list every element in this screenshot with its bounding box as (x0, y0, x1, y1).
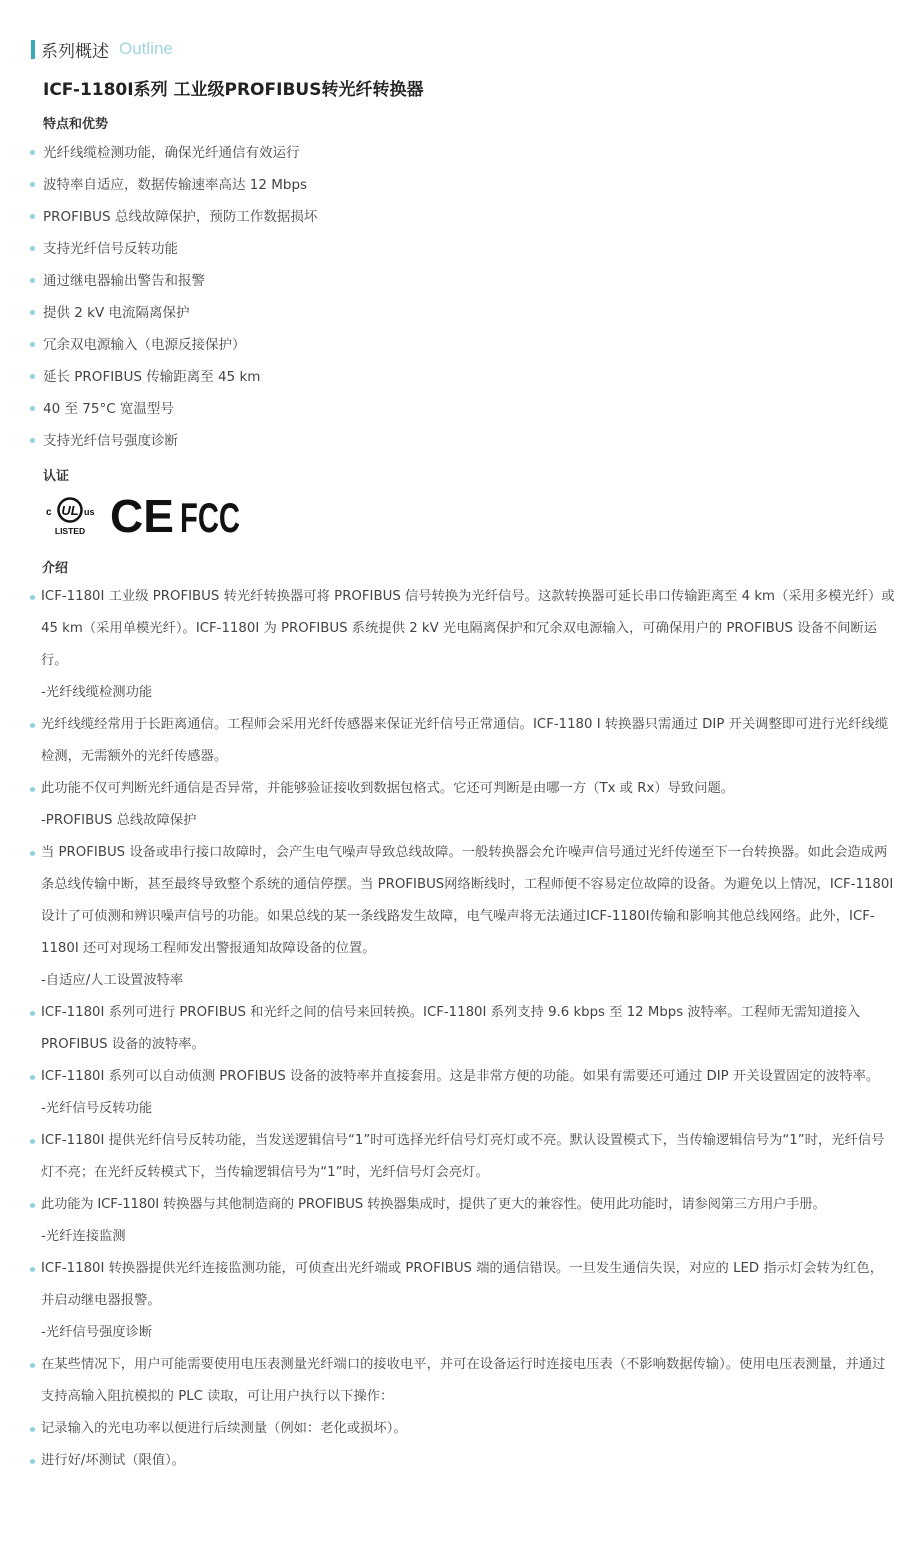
section-header (31, 38, 173, 60)
feature-item: 通过继电器输出警告和报警 (30, 271, 205, 291)
feature-item: 支持光纤信号反转功能 (30, 239, 178, 259)
section-title: 系列概述 (41, 41, 109, 62)
svg-text:LISTED: LISTED (54, 526, 86, 536)
bullet-dot (30, 246, 35, 251)
feature-item: 光纤线缆检测功能，确保光纤通信有效运行 (30, 143, 300, 163)
intro-paragraph: ICF-1180I 系列可以自动侦测 PROFIBUS 设备的波特率并直接套用。这是非常方便的功能。如果有需要还可通过 DIP 开关设置固定的波特率。 (30, 1061, 896, 1093)
features-heading: 特点和优势 (43, 117, 109, 132)
feature-item: 冗余双电源输入（电源反接保护） (30, 335, 246, 355)
intro-subheading: -PROFIBUS 总线故障保护 (41, 813, 197, 828)
bullet-dot (30, 310, 35, 315)
svg-text:us: us (84, 507, 95, 517)
intro-paragraph: ICF-1180I 提供光纤信号反转功能，当发送逻辑信号“1”时可选择光纤信号灯亮灯或不亮。默认设置模式下，当传输逻辑信号为“1”时，光纤信号灯不亮；在光纤反转模式下，当传输逻辑信号为“1”时，光纤信号灯会亮灯。 (30, 1125, 896, 1189)
bullet-dot (30, 278, 35, 283)
intro-body (30, 581, 896, 1477)
feature-item: 支持光纤信号强度诊断 (30, 431, 178, 451)
intro-paragraph: 进行好/坏测试（限值）。 (30, 1445, 896, 1477)
product-title: ICF-1180I系列 工业级PROFIBUS转光纤转换器 (43, 80, 424, 100)
bullet-dot (30, 342, 35, 347)
ce-logo (110, 490, 174, 542)
fcc-logo (180, 492, 242, 541)
feature-item: 40 至 75°C 宽温型号 (30, 399, 174, 419)
intro-paragraph: 在某些情况下，用户可能需要使用电压表测量光纤端口的接收电平，并可在设备运行时连接电压表（不影响数据传输）。使用电压表测量，并通过支持高输入阻抗模拟的 PLC 读取，可让用户执行以下操作： (30, 1349, 896, 1413)
intro-paragraph: 光纤线缆经常用于长距离通信。工程师会采用光纤传感器来保证光纤信号正常通信。ICF-1180 I 转换器只需通过 DIP 开关调整即可进行光纤线缆检测，无需额外的光纤传感器。 (30, 709, 896, 773)
ul-listed-logo (42, 492, 98, 538)
intro-subheading: -自适应/人工设置波特率 (41, 973, 184, 988)
bullet-dot (30, 214, 35, 219)
intro-subheading: -光纤连接监测 (41, 1229, 126, 1244)
svg-text:CE: CE (110, 490, 174, 542)
intro-paragraph: ICF-1180I 转换器提供光纤连接监测功能，可侦查出光纤端或 PROFIBUS 端的通信错误。一旦发生通信失误，对应的 LED 指示灯会转为红色，并启动继电器报警。 (30, 1253, 896, 1317)
intro-paragraph: 当 PROFIBUS 设备或串行接口故障时，会产生电气噪声导致总线故障。一般转换器会允许噪声信号通过光纤传递至下一台转换器。如此会造成两条总线传输中断，甚至最终导致整个系统的通信停摆。当 PROFIBUS网络断线时，工程师便不容易定位故障的设备。为避免以上情况，ICF-1180I 设计了可侦测和辨识噪声信号的功能。如果总线的某一条线路发生故障，电气噪声将无法通过ICF-1180I传输和影响其他总线网络。此外，ICF-1180I 还可对现场工程师发出警报通知故障设备的位置。 (30, 837, 896, 965)
certification-logos (42, 490, 254, 542)
svg-text:FCC: FCC (180, 494, 240, 541)
bullet-dot (30, 374, 35, 379)
intro-subheading: -光纤信号强度诊断 (41, 1325, 153, 1340)
section-subtitle: Outline (119, 39, 173, 58)
bullet-dot (30, 406, 35, 411)
svg-text:UL: UL (61, 503, 79, 518)
intro-subheading: -光纤线缆检测功能 (41, 685, 153, 700)
bullet-dot (30, 182, 35, 187)
cert-heading: 认证 (43, 469, 70, 484)
intro-paragraph: ICF-1180I 系列可进行 PROFIBUS 和光纤之间的信号来回转换。ICF-1180I 系列支持 9.6 kbps 至 12 Mbps 波特率。工程师无需知道接入 PROFIBUS 设备的波特率。 (30, 997, 896, 1061)
intro-subheading: -光纤信号反转功能 (41, 1101, 153, 1116)
intro-paragraph: 此功能为 ICF-1180I 转换器与其他制造商的 PROFIBUS 转换器集成时，提供了更大的兼容性。使用此功能时，请参阅第三方用户手册。 (30, 1189, 896, 1221)
intro-paragraph: 记录输入的光电功率以便进行后续测量（例如：老化或损坏）。 (30, 1413, 896, 1445)
intro-heading: 介绍 (42, 561, 69, 576)
feature-item: 波特率自适应，数据传输速率高达 12 Mbps (30, 175, 307, 195)
intro-paragraph: 此功能不仅可判断光纤通信是否异常，并能够验证接收到数据包格式。它还可判断是由哪一方（Tx 或 Rx）导致问题。 (30, 773, 896, 805)
svg-text:c: c (46, 507, 52, 518)
feature-item: 延长 PROFIBUS 传输距离至 45 km (30, 367, 260, 387)
feature-item: PROFIBUS 总线故障保护，预防工作数据损坏 (30, 207, 317, 227)
bullet-dot (30, 150, 35, 155)
feature-item: 提供 2 kV 电流隔离保护 (30, 303, 190, 323)
section-accent-bar (31, 40, 35, 59)
intro-paragraph: ICF-1180I 工业级 PROFIBUS 转光纤转换器可将 PROFIBUS 信号转换为光纤信号。这款转换器可延长串口传输距离至 4 km（采用多模光纤）或 45 km（采用单模光纤）。ICF-1180I 为 PROFIBUS 系统提供 2 kV 光电隔离保护和冗余双电源输入，可确保用户的 PROFIBUS 设备不间断运行。 (30, 581, 896, 677)
bullet-dot (30, 438, 35, 443)
